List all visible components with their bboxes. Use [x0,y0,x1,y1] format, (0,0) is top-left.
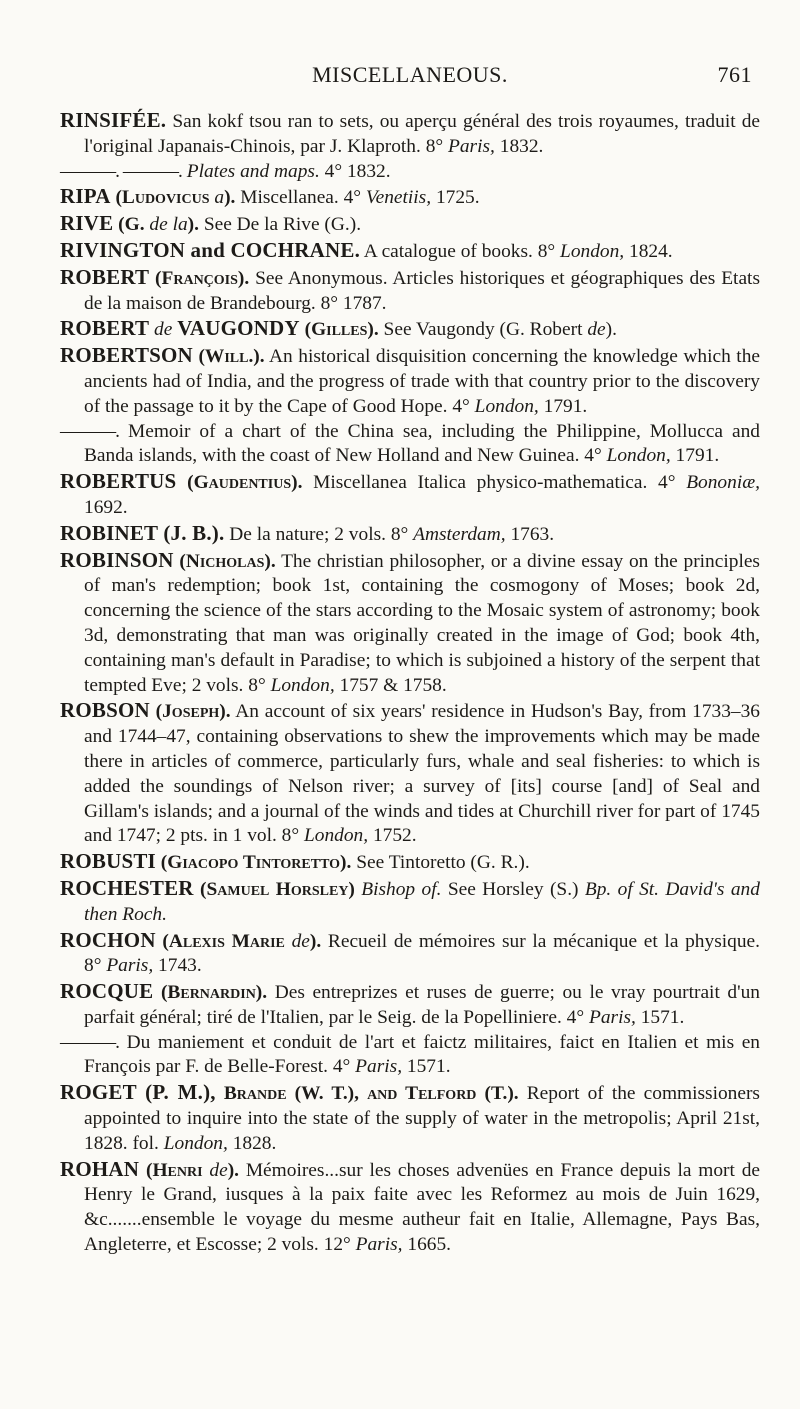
entry-heading: ROCQUE [60,979,154,1004]
entry-year: 1725. [435,187,480,209]
entry-robert-vaugondy [60,316,760,343]
entry-heading: ROBERT [60,316,150,341]
entry-text: See Tintoretto (G. R.). [351,852,530,874]
entry-robinet [60,521,760,548]
entry-rive [60,211,760,238]
entry-year: 1757 & 1758. [339,674,447,696]
entry-name-particle: de [291,930,310,952]
entry-name: (Bernardin). [160,982,268,1004]
entry-place: London, [303,825,369,847]
entry-text: A catalogue of books. 8° [360,240,556,262]
running-title: MISCELLANEOUS. [312,62,508,87]
entry-rocque-maniement [60,1031,760,1081]
entry-place: London, [560,240,625,262]
entry-rinsifee-plates [60,160,760,185]
entry-robert-francois [60,265,760,317]
entry-name: (Nicholas). [179,550,276,572]
entry-heading: ROBSON [60,698,150,723]
entry-year: 1571. [640,1006,685,1028]
entry-year: 1692. [84,496,128,518]
entry-name-close: ). [224,187,236,209]
entry-year: 1571. [406,1056,451,1078]
entry-heading: ROHAN [60,1156,140,1181]
entry-text: San kokf tsou ran to sets, ou aperçu général des trois royaumes, traduit de l'original Japanais-Chinois, par J. Klaproth. 8° [84,111,760,157]
entry-heading: ROCHESTER [60,875,194,900]
entry-robusti [60,849,760,876]
entry-text-italic: Bishop of. [361,878,442,900]
running-head [60,62,760,96]
entry-heading: ROBERTUS [60,469,177,494]
entry-place: Paris, [355,1056,403,1078]
ditto-dash: ———. [60,1031,120,1053]
entry-text: Miscellanea Italica physico-mathematica. 4° [302,472,676,494]
entry-place: Paris, [588,1006,636,1028]
entry-heading: ROBERTSON [60,343,193,368]
entry-place: London, [270,674,335,696]
entry-heading: ROBERT [60,264,150,289]
entry-place: Amsterdam, [413,523,506,545]
entry-place: Paris, [355,1234,403,1256]
entry-roget [60,1080,760,1156]
entry-heading-2: VAUGONDY [177,316,300,341]
entry-rohan [60,1157,760,1258]
entry-robertson [60,343,760,419]
entry-robertson-memoir [60,420,760,470]
entry-name: (Samuel Horsley) [200,878,355,900]
entry-heading: RIPA [60,184,111,209]
entry-title-italic: Plates and maps. [186,160,320,182]
entry-text: De la nature; 2 vols. 8° [224,523,409,545]
entry-text: 4° 1832. [324,160,391,182]
entry-text: The christian philosopher, or a divine essay on the principles of man's redemption; book 1st, containing the cosmogony of Moses; book 2d, concerning the science of the stars according to the Mosaic system of astronomy; book 3d, demonstrating that man was originally created in the image of God; book 4th, containing man's default in Paradise; to which is subjoined a history of the serpent that tempted Eve; 2 vols. 8° [84,550,760,696]
entry-name: (Will.). [198,346,265,368]
entry-text-italic-2: Bp. of St. David's and then Roch. [84,878,760,925]
entry-place: Bononiæ, [686,472,760,494]
entry-list [60,108,760,1258]
entry-name: (Joseph). [155,701,231,723]
entry-text: Miscellanea. 4° [235,187,362,209]
entry-heading: ROBINSON [60,547,174,572]
entry-name-particle: de [209,1159,228,1181]
entry-text-close: ). [605,319,617,341]
entry-heading: ROGET (P. M.), [60,1080,216,1105]
entry-ripa [60,184,760,211]
entry-text: Du maniement et conduit de l'art et faictz militaires, faict en Italien et mis en François par F. de Belle-Forest. 4° [84,1031,760,1078]
entry-place: Paris, [106,955,154,977]
entry-name: (Giacopo Tintoretto). [160,852,352,874]
entry-name-close: ). [309,930,322,952]
entry-name-particle: de la [149,214,188,236]
entry-heading: RINSIFÉE. [60,108,167,132]
entry-name-particle: de [154,319,173,341]
entry-rochon [60,928,760,980]
entry-rocque [60,979,760,1031]
entry-year: 1763. [510,523,555,545]
entry-robson [60,698,760,849]
entry-name: (G. [118,214,145,236]
entry-text-italic: de [587,319,606,341]
ditto-dash: ———. [60,420,120,442]
entry-heading: ROBINET (J. B.). [60,520,225,545]
entry-name: (Ludovicus [115,187,210,209]
entry-robertus [60,469,760,521]
entry-name-particle: a [214,187,225,209]
entry-name: (Alexis Marie [162,930,285,952]
entry-year: 1743. [158,955,202,977]
entry-rivington [60,238,760,265]
entry-name: Brande (W. T.), and Telford (T.). [223,1083,519,1105]
entry-place: London, [163,1132,228,1154]
entry-heading: RIVINGTON and COCHRANE. [60,237,361,262]
entry-text: Des entreprizes et ruses de guerre; ou le vray pourtrait d'un parfait général; tiré de l'Italien, par le Seig. de la Popelliniere. 4° [84,982,760,1028]
entry-text: See Anonymous. Articles historiques et géographiques des Etats de la maison de Brandebourg. 8° 1787. [84,267,760,314]
entry-text: An historical disquisition concerning the knowledge which the ancients had of India, and the progress of trade with that country prior to the discovery of the passage to it by the Cape of Good Hope. 4° [84,346,760,417]
entry-rochester [60,876,760,928]
entry-place: London, [474,395,539,417]
page-number: 761 [717,62,752,87]
entry-year: 1832. [499,135,544,157]
entry-text: Mémoires...sur les choses advenües en France depuis la mort de Henry le Grand, iusques à la paix faite avec les Reformez au mois de Juin 1629, &c.......ensemble le voyage du mesme autheur fait en Italie, Allemagne, Pays Bas, Angleterre, et Escosse; 2 vols. 12° [84,1159,760,1256]
entry-place: Paris, [448,135,495,157]
entry-text: See Vaugondy (G. Robert [378,319,583,341]
entry-year: 1791. [675,445,720,467]
entry-place: Venetiis, [365,187,432,209]
entry-text: An account of six years' residence in Hudson's Bay, from 1733–36 and 1744–47, containing observations to shew the improvements which may be made there in articles of commerce, particularly furs, whale and seal fisheries: to which is added the soundings of Nelson river; a survey of [its] course [and] of Seal and Gillam's islands; and a journal of the winds and tides at Churchill river for part of 1745 and 1747; 2 pts. in 1 vol. 8° [84,701,760,847]
entry-place: London, [606,445,671,467]
entry-name: (François). [155,267,250,289]
entry-name-close: ). [227,1159,239,1181]
ditto-dash: ———. ———. [60,160,182,182]
entry-robinson [60,548,760,699]
entry-text: Report of the commissioners appointed to inquire into the state of the supply of water in the metropolis; April 21st, 1828. fol. [84,1083,760,1154]
entry-text: Memoir of a chart of the China sea, including the Philippine, Mollucca and Banda islands, with the coast of New Holland and New Guinea. 4° [84,420,760,467]
entry-year: 1752. [372,825,417,847]
entry-rinsifee [60,108,760,160]
entry-year: 1665. [407,1234,452,1256]
entry-text: Recueil de mémoires sur la mécanique et la physique. 8° [84,930,760,977]
entry-name: (Gilles). [304,319,379,341]
entry-heading: RIVE [60,211,114,236]
entry-heading: ROBUSTI [60,849,156,874]
entry-year: 1791. [543,395,588,417]
entry-heading: ROCHON [60,927,156,952]
entry-name-close: ). [187,214,199,236]
entry-year: 1828. [232,1132,277,1154]
entry-name: (Gaudentius). [187,472,303,494]
entry-text: See De la Rive (G.). [198,214,362,236]
entry-year: 1824. [629,240,673,262]
entry-text: See Horsley (S.) [441,878,579,900]
entry-name: (Henri [146,1159,203,1181]
